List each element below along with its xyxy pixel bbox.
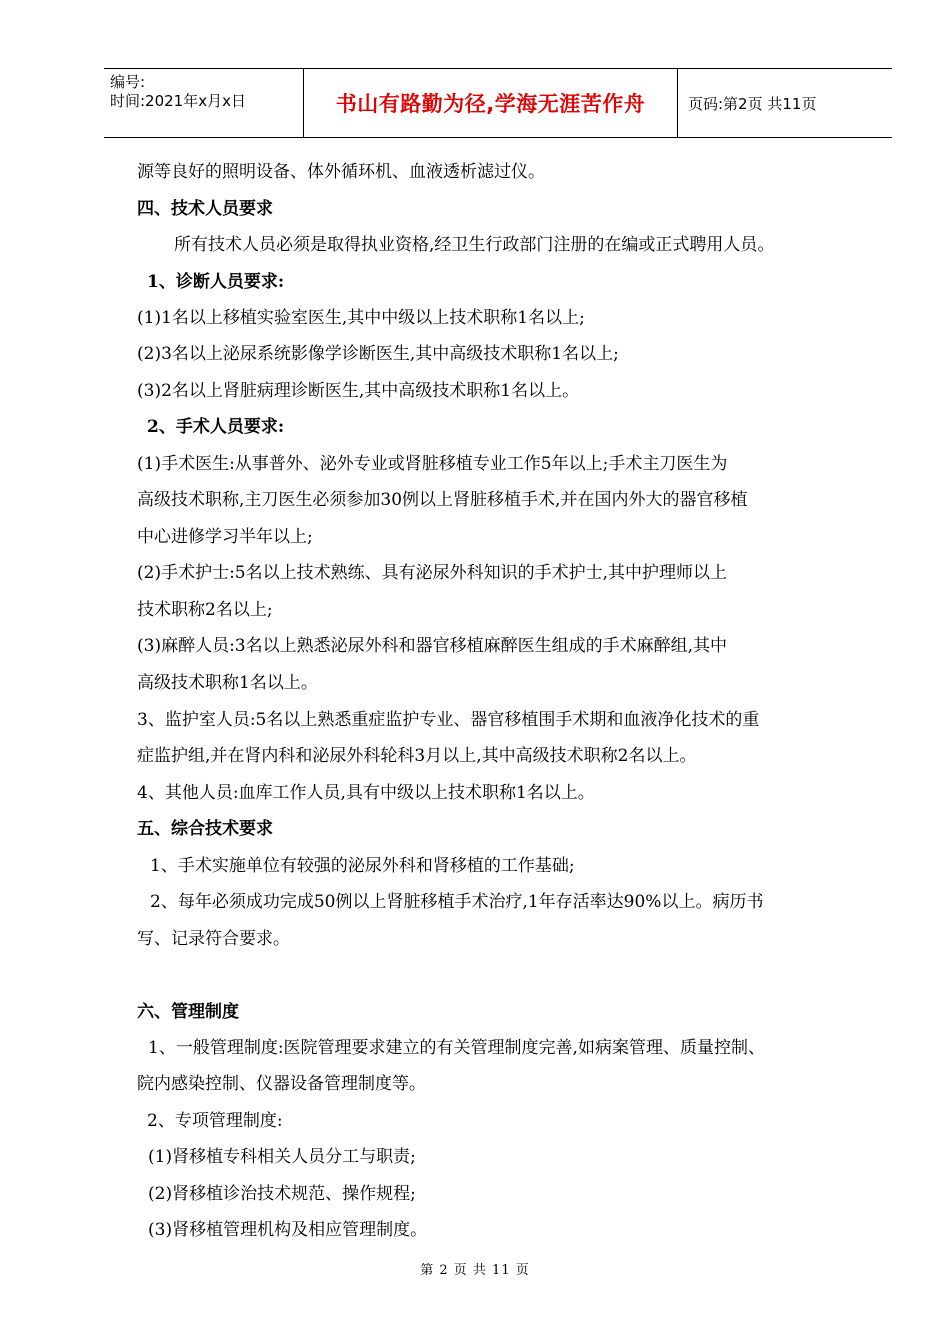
body-line: 症监护组,并在肾内科和泌尿外科轮科3月以上,其中高级技术职称2名以上。 [137,746,697,766]
header-page-code: 页码:第2页 共11页 [688,94,817,113]
page-footer: 第 2 页 共 11 页 [420,1263,530,1278]
header-left-cell [104,69,304,137]
section-heading: 六、管理制度 [137,1002,239,1022]
header-motto-cell [304,69,678,137]
body-line: 1、手术实施单位有较强的泌尿外科和肾移植的工作基础; [150,856,575,876]
section-heading: 五、综合技术要求 [137,819,273,839]
body-line: 高级技术职称1名以上。 [137,673,318,693]
body-line: (1)1名以上移植实验室医生,其中中级以上技术职称1名以上; [137,308,585,328]
body-line: 中心进修学习半年以上; [137,527,313,547]
body-line: (1)肾移植专科相关人员分工与职责; [148,1147,416,1167]
body-line: (3)肾移植管理机构及相应管理制度。 [148,1220,428,1240]
body-line: (2)3名以上泌尿系统影像学诊断医生,其中高级技术职称1名以上; [137,344,619,364]
body-line: 写、记录符合要求。 [137,929,290,949]
document-number-label: 编号: [110,73,146,91]
section-heading: 四、技术人员要求 [137,199,273,219]
body-line: (3)麻醉人员:3名以上熟悉泌尿外科和器官移植麻醉医生组成的手术麻醉组,其中 [137,636,728,656]
header-page-cell [678,69,892,137]
body-line: (2)手术护士:5名以上技术熟练、具有泌尿外科知识的手术护士,其中护理师以上 [137,563,728,583]
body-line: (1)手术医生:从事普外、泌外专业或肾脏移植专业工作5年以上;手术主刀医生为 [137,454,728,474]
page-header [104,68,892,138]
body-line: 4、其他人员:血库工作人员,具有中级以上技术职称1名以上。 [137,783,595,803]
document-time-label: 时间:2021年x月x日 [110,92,246,110]
body-line: 2、专项管理制度: [147,1111,283,1131]
body-line: 院内感染控制、仪器设备管理制度等。 [137,1074,426,1094]
body-line: 1、一般管理制度:医院管理要求建立的有关管理制度完善,如病案管理、质量控制、 [148,1038,765,1058]
body-line: 高级技术职称,主刀医生必须参加30例以上肾脏移植手术,并在国内外大的器官移植 [137,490,748,510]
body-line: 所有技术人员必须是取得执业资格,经卫生行政部门注册的在编或正式聘用人员。 [174,235,775,255]
subsection-heading: 2、手术人员要求: [147,417,285,437]
body-line: 技术职称2名以上; [137,600,273,620]
body-line: 源等良好的照明设备、体外循环机、血液透析滤过仪。 [137,162,545,182]
subsection-heading: 1、诊断人员要求: [147,272,285,292]
body-line: 2、每年必须成功完成50例以上肾脏移植手术治疗,1年存活率达90%以上。病历书 [150,892,764,912]
body-line: 3、监护室人员:5名以上熟悉重症监护专业、器官移植围手术期和血液净化技术的重 [137,710,760,730]
header-motto: 书山有路勤为径,学海无涯苦作舟 [335,92,646,116]
body-line: (2)肾移植诊治技术规范、操作规程; [148,1184,416,1204]
body-line: (3)2名以上肾脏病理诊断医生,其中高级技术职称1名以上。 [137,381,580,401]
